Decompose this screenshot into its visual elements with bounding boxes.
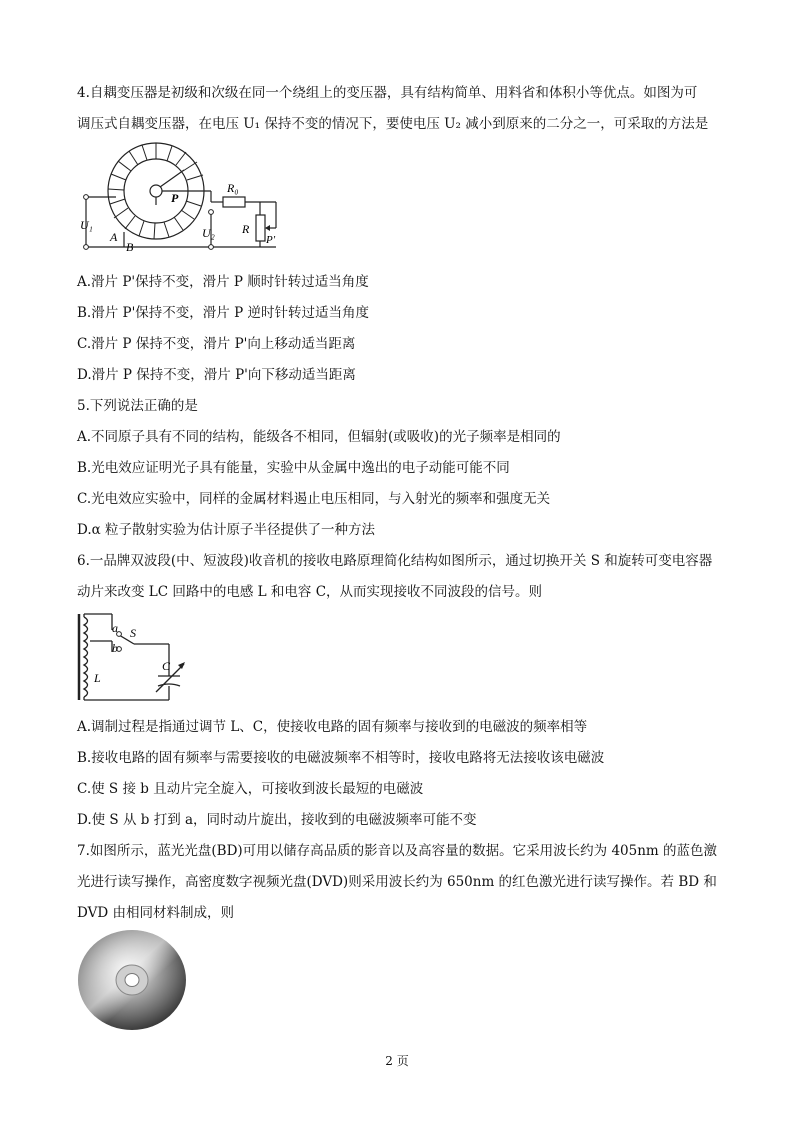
q6-option-b: B.接收电路的固有频率与需要接收的电磁波频率不相等时，接收电路将无法接收该电磁波 [77, 750, 605, 766]
q4-stem-line-2: 调压式自耦变压器，在电压 U₁ 保持不变的情况下，要使电压 U₂ 减小到原来的二分之一，可采取的方法是 [77, 116, 709, 132]
q4-option-d: D.滑片 P 保持不变，滑片 P'向下移动适当距离 [77, 367, 356, 383]
inductor-l-label: L [94, 671, 101, 685]
q5-option-d: D.α 粒子散射实验为估计原子半径提供了一种方法 [77, 522, 376, 538]
r0-label: R₀ [227, 181, 239, 195]
q7-stem-line-1: 7.如图所示，蓝光光盘(BD)可用以储存高品质的影音以及高容量的数据。它采用波长约为 405nm 的蓝色激 [77, 843, 718, 859]
switch-a-label: a [112, 621, 118, 635]
u2-label: U₂ [202, 226, 215, 240]
q4-option-c: C.滑片 P 保持不变，滑片 P'向上移动适当距离 [77, 336, 356, 352]
switch-b-label: b [112, 641, 118, 655]
lc-circuit-diagram [74, 612, 204, 702]
q6-stem-line-2: 动片来改变 LC 回路中的电感 L 和电容 C，从而实现接收不同波段的信号。则 [77, 584, 543, 600]
q5-stem: 5.下列说法正确的是 [77, 398, 198, 414]
autotransformer-diagram [76, 140, 296, 258]
r-label: R [242, 222, 250, 236]
u1-label: U₁ [80, 218, 93, 232]
b-label: B [126, 240, 134, 254]
page-number: 2 页 [385, 1054, 409, 1068]
a-label: A [110, 230, 118, 244]
q4-option-a: A.滑片 P'保持不变，滑片 P 顺时针转过适当角度 [77, 274, 369, 290]
q7-stem-line-2: 光进行读写操作，高密度数字视频光盘(DVD)则采用波长约为 650nm 的红色激光进行读写操作。若 BD 和 [77, 874, 717, 890]
pp-label: P' [266, 234, 276, 246]
q6-option-c: C.使 S 接 b 且动片完全旋入，可接收到波长最短的电磁波 [77, 781, 424, 797]
q5-option-b: B.光电效应证明光子具有能量，实验中从金属中逸出的电子动能可能不同 [77, 460, 510, 476]
q6-option-a: A.调制过程是指通过调节 L、C，使接收电路的固有频率与接收到的电磁波的频率相等 [77, 719, 588, 735]
switch-s-label: S [130, 626, 136, 640]
q6-option-d: D.使 S 从 b 打到 a，同时动片旋出，接收到的电磁波频率可能不变 [77, 812, 477, 828]
q5-option-c: C.光电效应实验中，同样的金属材料遏止电压相同，与入射光的频率和强度无关 [77, 491, 551, 507]
capacitor-c-label: C [162, 659, 171, 673]
q4-option-b: B.滑片 P'保持不变，滑片 P 逆时针转过适当角度 [77, 305, 369, 321]
q7-stem-line-3: DVD 由相同材料制成，则 [77, 905, 234, 921]
p-label: P [171, 191, 179, 205]
q6-stem-line-1: 6.一品牌双波段(中、短波段)收音机的接收电路原理简化结构如图所示，通过切换开关 S 和旋转可变电容器 [77, 553, 713, 569]
optical-disc-image [76, 928, 194, 1032]
q5-option-a: A.不同原子具有不同的结构，能级各不相同，但辐射(或吸收)的光子频率是相同的 [77, 429, 561, 445]
q4-stem-line-1: 4.自耦变压器是初级和次级在同一个绕组上的变压器，具有结构简单、用料省和体积小等优点。如图为可 [77, 85, 698, 101]
